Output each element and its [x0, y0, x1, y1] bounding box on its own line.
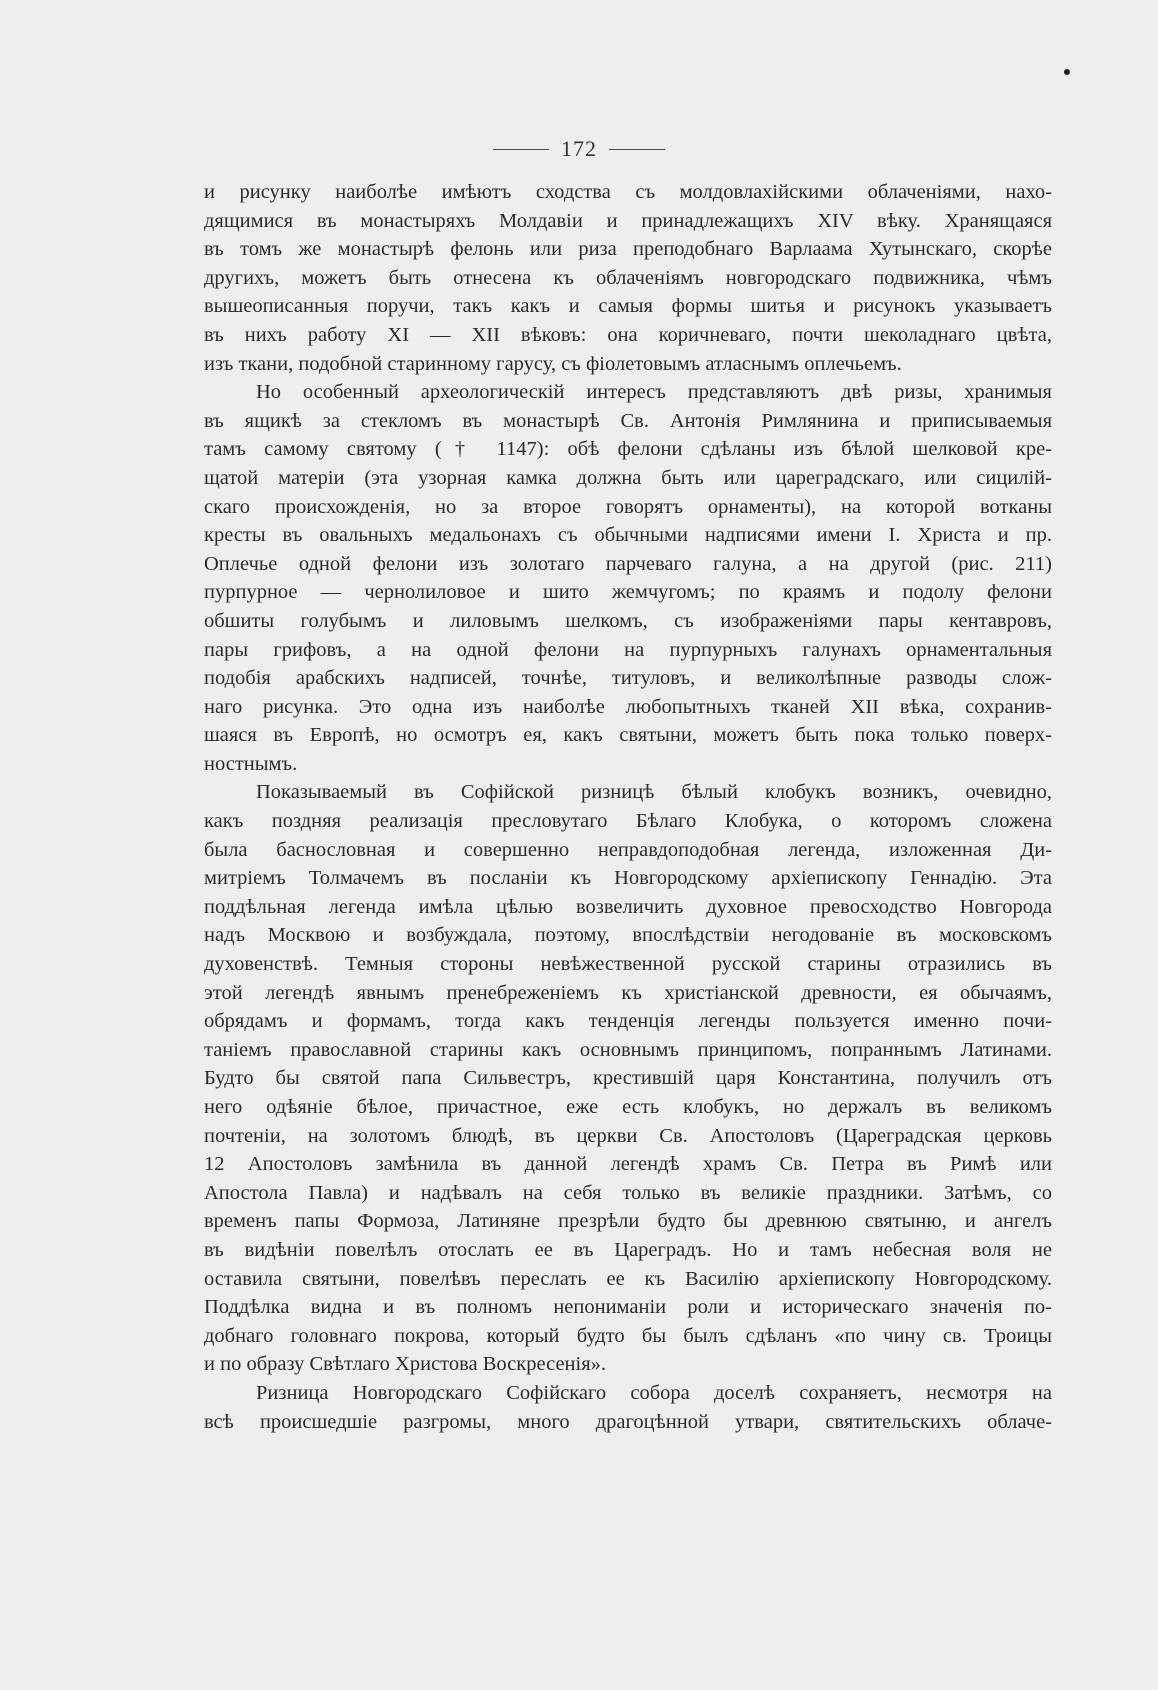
text-line: шаяся въ Европѣ, но осмотръ ея, какъ святыни, можетъ быть пока только поверх-: [204, 724, 1052, 747]
text-line: дящимися въ монастыряхъ Молдавіи и принадлежащихъ XIV вѣку. Хранящаяся: [204, 209, 1052, 232]
text-line: этой легендѣ явнымъ пренебреженіемъ къ христіанской древности, ея обычаямъ,: [204, 981, 1052, 1004]
text-line: щатой матеріи (эта узорная камка должна быть или цареградскаго, или сицилій-: [204, 466, 1052, 489]
text-line: почтеніи, на золотомъ блюдѣ, въ церкви Св. Апостоловъ (Цареградская церковь: [204, 1124, 1052, 1147]
text-line: Будто бы святой папа Сильвестръ, крестившій царя Константина, получилъ отъ: [204, 1067, 1052, 1090]
text-line: добнаго головнаго покрова, который будто бы былъ сдѣланъ «по чину св. Троицы: [204, 1324, 1052, 1347]
header-rule-right: [609, 149, 665, 150]
text-line: него одѣяніе бѣлое, причастное, еже есть клобукъ, но держалъ въ великомъ: [204, 1096, 1052, 1118]
text-line: пары грифовъ, а на одной фелони на пурпурныхъ галунахъ орнаментальныя: [204, 638, 1052, 661]
text-line: поддѣльная легенда имѣла цѣлью возвеличить духовное превосходство Новгорода: [204, 895, 1052, 918]
text-line: 12 Апостоловъ замѣнила въ данной легендѣ храмъ Св. Петра въ Римѣ или: [204, 1153, 1052, 1176]
text-line: митріемъ Толмачемъ въ посланіи къ Новгородскому архіепископу Геннадію. Эта: [204, 867, 1052, 890]
text-line: Апостола Павла) и надѣвалъ на себя только въ великіе праздники. Затѣмъ, со: [204, 1181, 1052, 1204]
text-line: изъ ткани, подобной старинному гарусу, съ фіолетовымъ атласнымъ оплечьемъ.: [204, 352, 902, 375]
text-line: Показываемый въ Софійской ризницѣ бѣлый клобукъ возникъ, очевидно,: [256, 781, 1052, 804]
text-line: наго рисунка. Это одна изъ наиболѣе любопытныхъ тканей XII вѣка, сохранив-: [204, 695, 1052, 718]
text-line: въ нихъ работу XI — XII вѣковъ: она коричневаго, почти шеколаднаго цвѣта,: [204, 323, 1052, 346]
text-line: въ видѣніи повелѣлъ отослать ее въ Цареградъ. Но и тамъ небесная воля не: [204, 1238, 1052, 1261]
text-line: всѣ происшедшіе разгромы, много драгоцѣнной утвари, святительскихъ облаче-: [204, 1410, 1052, 1433]
text-line: Ризница Новгородскаго Софійскаго собора доселѣ сохраняетъ, несмотря на: [256, 1381, 1052, 1404]
text-line: подобія арабскихъ надписей, точнѣе, титуловъ, и великолѣпные разводы слож-: [204, 667, 1052, 690]
text-line: духовенствѣ. Темныя стороны невѣжественной русской старины отразились въ: [204, 953, 1052, 976]
text-line: въ томъ же монастырѣ фелонь или риза преподобнаго Варлаама Хутынскаго, скорѣе: [204, 238, 1052, 261]
text-line: кресты въ овальныхъ медальонахъ съ обычными надписями имени І. Христа и пр.: [204, 524, 1052, 547]
text-line: оставила святыни, повелѣвъ переслать ее къ Василію архіепископу Новгородскому.: [204, 1267, 1052, 1290]
text-line: тамъ самому святому († 1147): обѣ фелони сдѣланы изъ бѣлой шелковой кре-: [204, 438, 1052, 461]
header-rule-left: [493, 149, 549, 150]
text-line: Оплечье одной фелони изъ золотаго парчеваго галуна, а на другой (рис. 211): [204, 552, 1052, 575]
page-header: [0, 134, 1158, 164]
body-text: [204, 178, 1052, 1436]
text-line: скаго происхожденія, но за второе говорятъ орнаменты), на которой вотканы: [204, 495, 1052, 518]
ink-dot: [1064, 69, 1070, 75]
text-line: временъ папы Формоза, Латиняне презрѣли будто бы древнюю святыню, и ангелъ: [204, 1210, 1052, 1233]
text-line: какъ поздняя реализація пресловутаго Бѣлаго Клобука, о которомъ сложена: [204, 810, 1052, 833]
text-line: Но особенный археологическій интересъ представляютъ двѣ ризы, хранимыя: [256, 381, 1052, 404]
text-line: была баснословная и совершенно неправдоподобная легенда, изложенная Ди-: [204, 838, 1052, 861]
text-line: Поддѣлка видна и въ полномъ непониманіи роли и историческаго значенія по-: [204, 1296, 1052, 1319]
text-line: обрядамъ и формамъ, тогда какъ тенденція легенды пользуется именно почи-: [204, 1010, 1052, 1033]
text-line: другихъ, можетъ быть отнесена къ облаченіямъ новгородскаго подвижника, чѣмъ: [204, 266, 1052, 289]
text-line: вышеописанныя поручи, такъ какъ и самыя формы шитья и рисунокъ указываетъ: [204, 295, 1052, 318]
text-line: надъ Москвою и возбуждала, поэтому, впослѣдствіи негодованіе въ московскомъ: [204, 924, 1052, 947]
text-line: и рисунку наиболѣе имѣютъ сходства съ молдовлахійскими облаченіями, нахо-: [204, 181, 1052, 203]
text-line: и по образу Свѣтлаго Христова Воскресенія».: [204, 1353, 607, 1376]
text-line: обшиты голубымъ и лиловымъ шелкомъ, съ изображеніями пары кентавровъ,: [204, 609, 1052, 632]
text-line: ностнымъ.: [204, 752, 298, 775]
page-number: 172: [561, 136, 597, 161]
text-line: таніемъ православной старины какъ основнымъ принципомъ, попраннымъ Латинами.: [204, 1038, 1052, 1061]
text-line: пурпурное — чернолиловое и шито жемчугомъ; по краямъ и подолу фелони: [204, 581, 1052, 604]
text-line: въ ящикѣ за стекломъ въ монастырѣ Св. Антонія Римлянина и приписываемыя: [204, 409, 1052, 432]
